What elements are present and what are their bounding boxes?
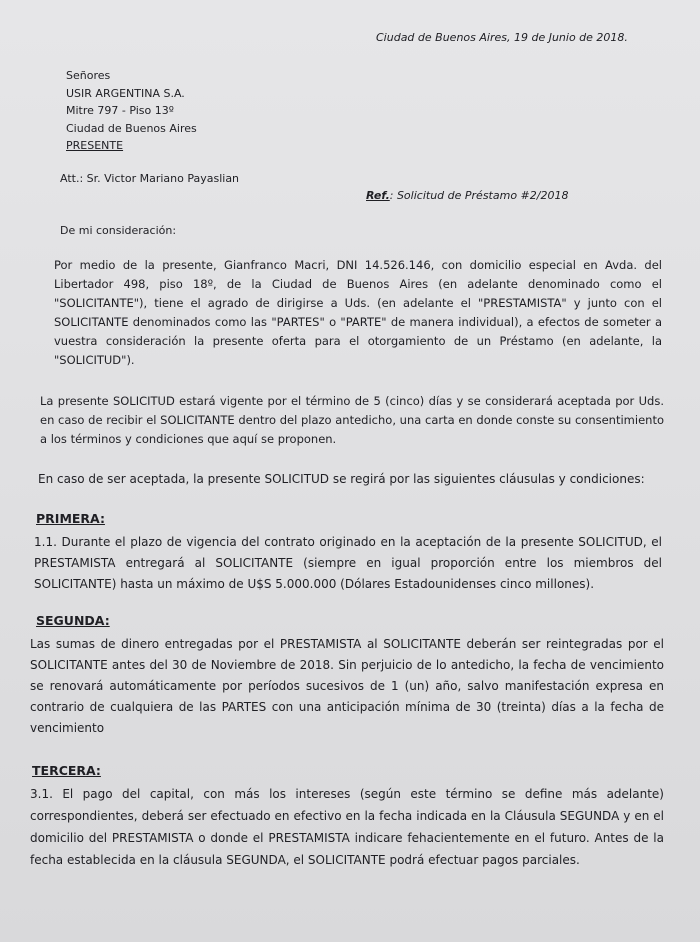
recipient-company: USIR ARGENTINA S.A. [66, 86, 185, 100]
recipient-street: Mitre 797 - Piso 13º [66, 104, 174, 117]
letter-date: Ciudad de Buenos Aires, 19 de Junio de 2018. [376, 31, 628, 44]
reference-label: Ref. [366, 189, 390, 202]
clause-primera-heading: PRIMERA: [36, 511, 105, 526]
reference-text: : Solicitud de Préstamo #2/2018 [389, 189, 569, 202]
clause-segunda-text: Las sumas de dinero entregadas por el PRESTAMISTA al SOLICITANTE deberán ser reintegradas por el SOLICITANTE antes del 30 de Noviembre de 2018. Sin perjuicio de lo antedicho, la fecha de vencimiento se renovará automáticamente por períodos sucesivos de 1 (un) año, salvo manifestación expresa en contrario de cualquiera de las PARTES con una anticipación mínima de 30 (treinta) días a la fecha de vencimiento [30, 637, 664, 735]
paragraph-validity: La presente SOLICITUD estará vigente por el término de 5 (cinco) días y se considerará aceptada por Uds. en caso de recibir el SOLICITANTE dentro del plazo antedicho, una carta en donde conste su consentimiento a los términos y condiciones que aquí se proponen. [40, 394, 664, 446]
clause-tercera-heading: TERCERA: [32, 763, 101, 778]
recipient-block [66, 67, 197, 155]
clause-primera-text: 1.1. Durante el plazo de vigencia del contrato originado en la aceptación de la presente SOLICITUD, el PRESTAMISTA entregará al SOLICITANTE (siempre en igual proporción entre los miembros del SOLICITANTE) hasta un máximo de U$S 5.000.000 (Dólares Estadounidenses cinco millones). [34, 535, 662, 591]
paragraph-conditions: En caso de ser aceptada, la presente SOLICITUD se regirá por las siguientes cláusulas y condiciones: [38, 472, 645, 486]
attention-line: Att.: Sr. Victor Mariano Payaslian [60, 172, 240, 185]
recipient-salutation: Señores [66, 69, 111, 82]
clause-segunda-heading: SEGUNDA: [36, 613, 110, 628]
recipient-city: Ciudad de Buenos Aires [66, 121, 197, 135]
paragraph-intro: Por medio de la presente, Gianfranco Macri, DNI 14.526.146, con domicilio especial en Avda. del Libertador 498, piso 18º, de la Ciudad de Buenos Aires (en adelante denominado como el "SOLICITANTE"), tiene el agrado de dirigirse a Uds. (en adelante el "PRESTAMISTA" y junto con el SOLICITANTE denominados como las "PARTES" o "PARTE" de manera individual), a efectos de someter a vuestra consideración la presente oferta para el otorgamiento de un Préstamo (en adelante, la "SOLICITUD"). [54, 258, 662, 367]
recipient-presente: PRESENTE [66, 139, 124, 152]
greeting: De mi consideración: [60, 224, 177, 237]
reference-line [366, 186, 568, 205]
clause-tercera-text: 3.1. El pago del capital, con más los intereses (según este término se define más adelante) correspondientes, deberá ser efectuado en efectivo en la fecha indicada en la Cláusula SEGUNDA y en el domicilio del PRESTAMISTA o donde el PRESTAMISTA indicare fehacientemente en el futuro. Antes de la fecha establecida en la cláusula SEGUNDA, el SOLICITANTE podrá efectuar pagos parciales. [30, 787, 664, 867]
